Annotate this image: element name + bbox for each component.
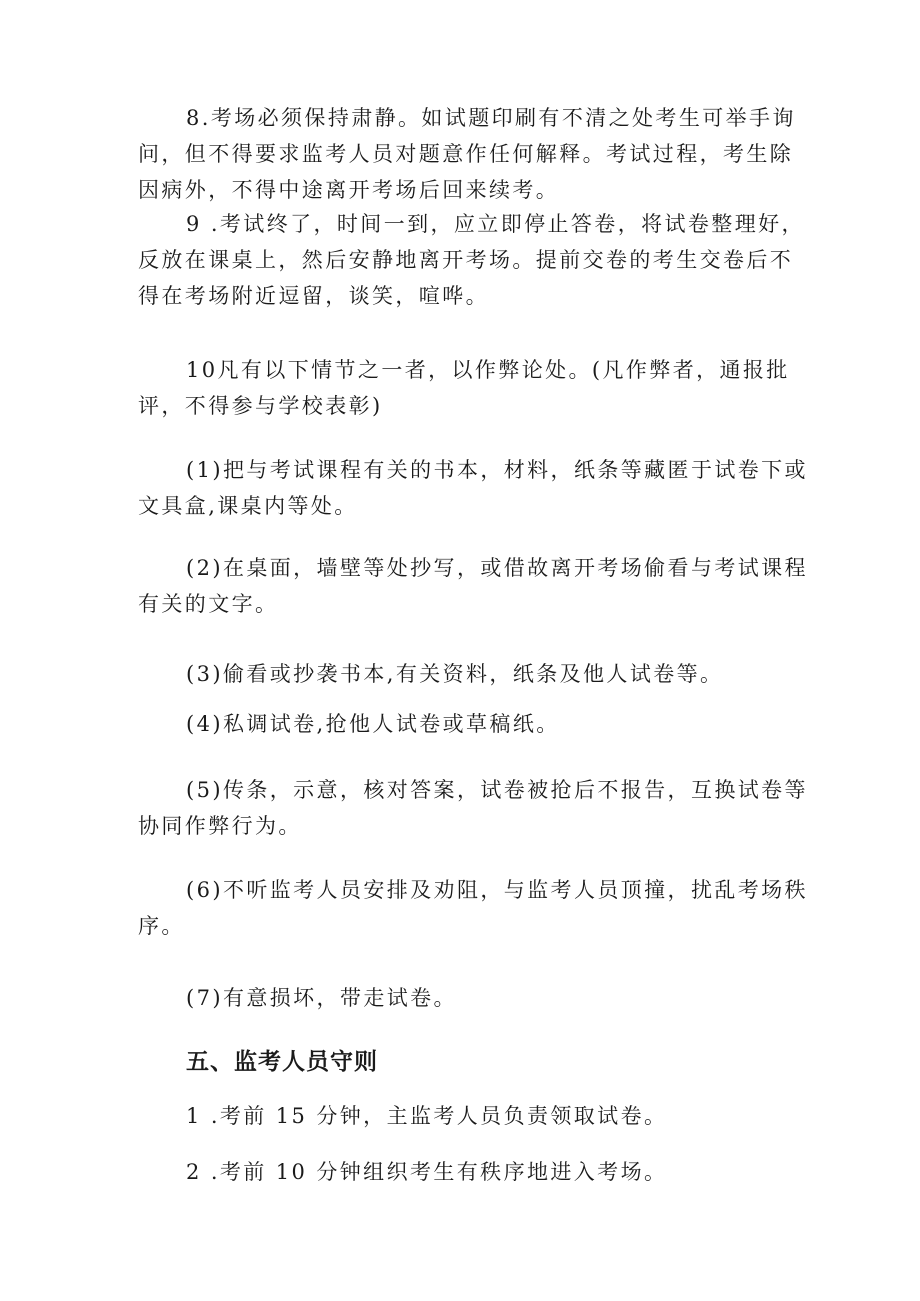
section-heading: 五、监考人员守则 xyxy=(186,1049,378,1075)
paragraph-item-6 xyxy=(138,872,808,944)
text-line: (5)传条，示意，核对答案，试卷被抢后不报告，互换试卷等 xyxy=(186,778,808,802)
text-line: 1 .考前 15 分钟，主监考人员负责领取试卷。 xyxy=(186,1104,668,1128)
text-line: 10凡有以下情节之一者，以作弊论处。(凡作弊者，通报批 xyxy=(186,358,790,382)
text-line: (3)偷看或抄袭书本,有关资料，纸条及他人试卷等。 xyxy=(186,662,724,686)
paragraph-item-7 xyxy=(138,980,794,1016)
text-line: 因病外，不得中途离开考场后回来续考。 xyxy=(138,178,560,202)
paragraph-item-3 xyxy=(138,656,794,692)
text-line: (2)在桌面，墙壁等处抄写，或借故离开考场偷看与考试课程 xyxy=(186,556,808,580)
paragraph-item-1 xyxy=(138,452,808,524)
paragraph-rule-10 xyxy=(138,352,794,424)
text-line: 2 .考前 10 分钟组织考生有秩序地进入考场。 xyxy=(186,1160,668,1184)
paragraph-rule-8 xyxy=(138,100,794,208)
text-line: 评，不得参与学校表彰) xyxy=(138,394,383,418)
text-line: (4)私调试卷,抢他人试卷或草稿纸。 xyxy=(186,712,560,736)
text-line: 反放在课桌上，然后安静地离开考场。提前交卷的考生交卷后不 xyxy=(138,248,794,272)
text-line: 协同作弊行为。 xyxy=(138,814,302,838)
text-line: 得在考场附近逗留，谈笑，喧哗。 xyxy=(138,284,489,308)
text-line: (1)把与考试课程有关的书本，材料，纸条等藏匿于试卷下或 xyxy=(186,458,808,482)
text-line: 序。 xyxy=(138,914,185,938)
paragraph-rule-9 xyxy=(138,206,805,314)
text-line: 9 .考试终了，时间一到，应立即停止答卷，将试卷整理好， xyxy=(186,212,805,236)
text-line: 有关的文字。 xyxy=(138,592,279,616)
paragraph-item-4 xyxy=(138,706,794,742)
text-line: (7)有意损坏，带走试卷。 xyxy=(186,986,457,1010)
text-line: 问，但不得要求监考人员对题意作任何解释。考试过程，考生除 xyxy=(138,142,794,166)
paragraph-proctor-rule-2 xyxy=(138,1154,794,1190)
text-line: 文具盒,课桌内等处。 xyxy=(138,494,358,518)
text-line: 8.考场必须保持肃静。如试题印刷有不清之处考生可举手询 xyxy=(186,106,796,130)
paragraph-item-2 xyxy=(138,550,808,622)
paragraph-proctor-rule-1 xyxy=(138,1098,794,1134)
text-line: (6)不听监考人员安排及劝阻，与监考人员顶撞，扰乱考场秩 xyxy=(186,878,808,902)
paragraph-item-5 xyxy=(138,772,808,844)
